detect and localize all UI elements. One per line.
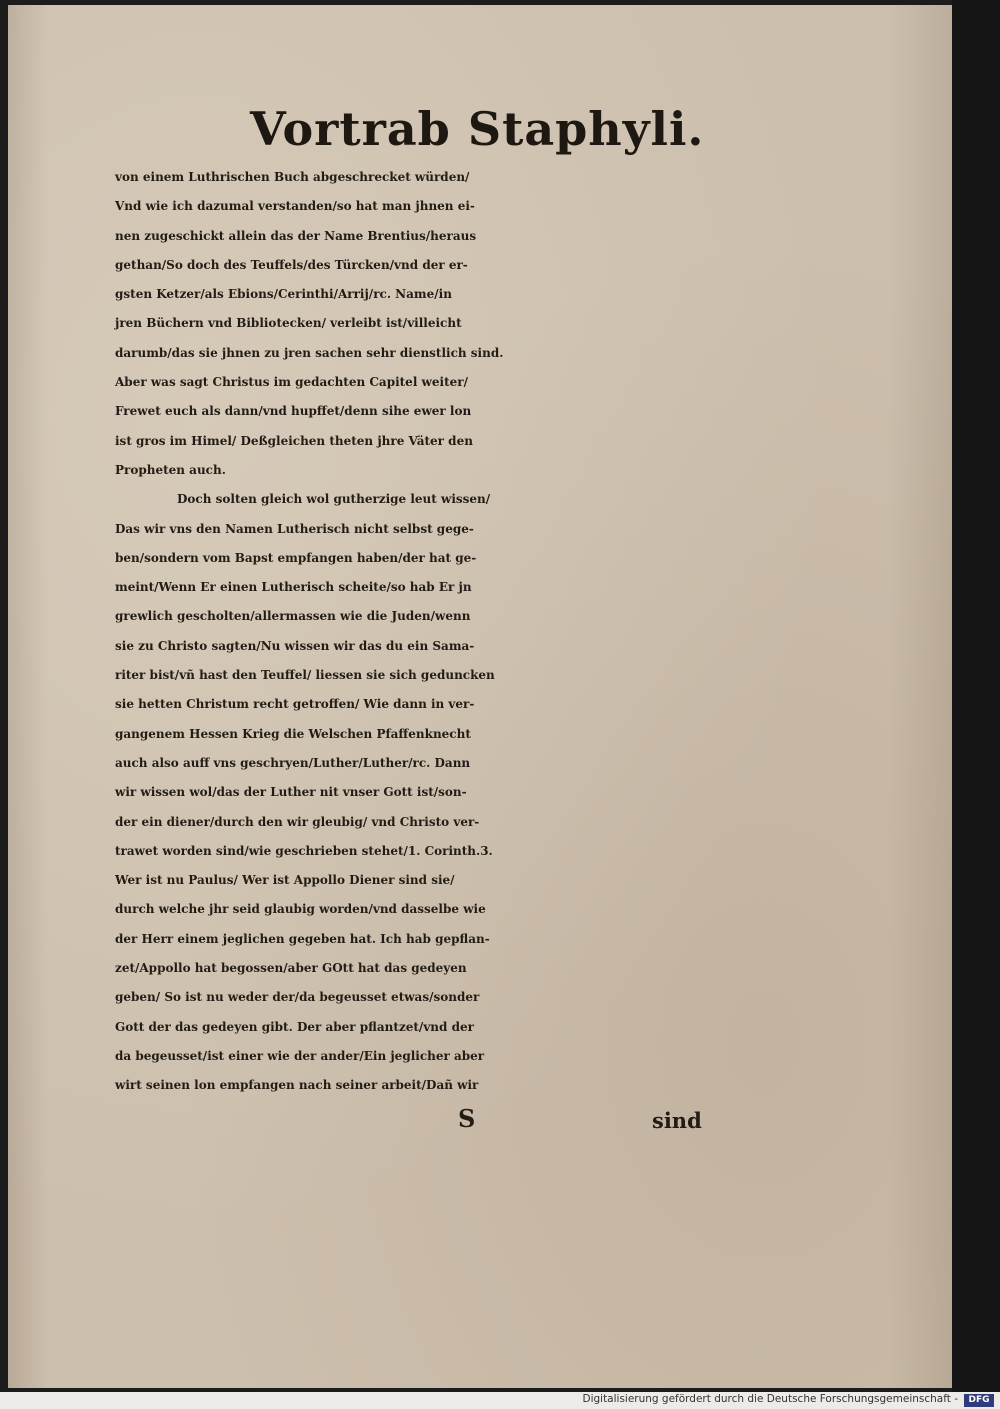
text-line: nen zugeschickt allein das der Name Brentius/heraus xyxy=(115,228,477,243)
text-line: sie hetten Christum recht getroffen/ Wie dann in ver- xyxy=(115,697,475,712)
text-line: wir wissen wol/das der Luther nit vnser Gott ist/son- xyxy=(115,785,467,800)
text-line: ist gros im Himel/ Deßgleichen theten jhre Väter den xyxy=(115,433,473,448)
catchword: sind xyxy=(652,1108,702,1133)
text-line: meint/Wenn Er einen Lutherisch scheite/so hab Er jn xyxy=(115,580,472,595)
text-line: wirt seinen lon empfangen nach seiner arbeit/Dañ wir xyxy=(115,1078,479,1093)
text-line: Frewet euch als dann/vnd hupffet/denn sihe ewer lon xyxy=(115,404,472,419)
text-line: geben/ So ist nu weder der/da begeusset etwas/sonder xyxy=(115,990,480,1005)
text-line: sie zu Christo sagten/Nu wissen wir das du ein Sama- xyxy=(115,638,475,653)
signature-mark: S xyxy=(458,1104,476,1133)
text-line: gangenem Hessen Krieg die Welschen Pfaffenknecht xyxy=(115,726,471,741)
text-line: zet/Appollo hat begossen/aber GOtt hat das gedeyen xyxy=(115,961,467,976)
text-line: trawet worden sind/wie geschrieben stehet/1. Corinth.3. xyxy=(115,843,493,858)
text-line: durch welche jhr seid glaubig worden/vnd dasselbe wie xyxy=(115,902,486,917)
text-line: da begeusset/ist einer wie der ander/Ein jeglicher aber xyxy=(115,1048,485,1063)
text-line: Gott der das gedeyen gibt. Der aber pflantzet/vnd der xyxy=(115,1019,474,1034)
text-line: Wer ist nu Paulus/ Wer ist Appollo Diener sind sie/ xyxy=(115,873,455,888)
text-line: grewlich gescholten/allermassen wie die Juden/wenn xyxy=(115,609,471,624)
text-line: auch also auff vns geschryen/Luther/Luther/rc. Dann xyxy=(115,755,471,770)
scan-border-right xyxy=(952,0,1000,1392)
text-line: Doch solten gleich wol gutherzige leut wissen/ xyxy=(177,492,491,507)
text-line: Vnd wie ich dazumal verstanden/so hat man jhnen ei- xyxy=(115,199,475,214)
funding-credit: Digitalisierung gefördert durch die Deutsche Forschungsgemeinschaft - xyxy=(582,1393,958,1405)
text-line: riter bist/vñ hast den Teuffel/ liessen sie sich geduncken xyxy=(115,668,495,683)
text-line: der Herr einem jeglichen gegeben hat. Ich hab gepflan- xyxy=(115,931,490,946)
text-line: jren Büchern vnd Bibliotecken/ verleibt ist/villeicht xyxy=(115,316,462,331)
text-line: ben/sondern vom Bapst empfangen haben/der hat ge- xyxy=(115,550,477,565)
footer-bar xyxy=(0,1392,1000,1409)
running-header: Vortrab Staphyli. xyxy=(250,102,705,156)
text-line: Aber was sagt Christus im gedachten Capitel weiter/ xyxy=(115,375,468,390)
text-line: gethan/So doch des Teuffels/des Türcken/vnd der er- xyxy=(115,257,468,272)
text-line: Das wir vns den Namen Lutherisch nicht selbst gege- xyxy=(115,521,474,536)
text-line: der ein diener/durch den wir gleubig/ vnd Christo ver- xyxy=(115,814,480,829)
text-line: gsten Ketzer/als Ebions/Cerinthi/Arrij/rc. Name/in xyxy=(115,287,452,302)
text-line: von einem Luthrischen Buch abgeschrecket würden/ xyxy=(115,170,470,184)
body-text xyxy=(115,163,715,1101)
dfg-logo: DFG xyxy=(964,1394,994,1407)
text-line: Propheten auch. xyxy=(115,462,226,477)
text-line: darumb/das sie jhnen zu jren sachen sehr dienstlich sind. xyxy=(115,345,504,360)
